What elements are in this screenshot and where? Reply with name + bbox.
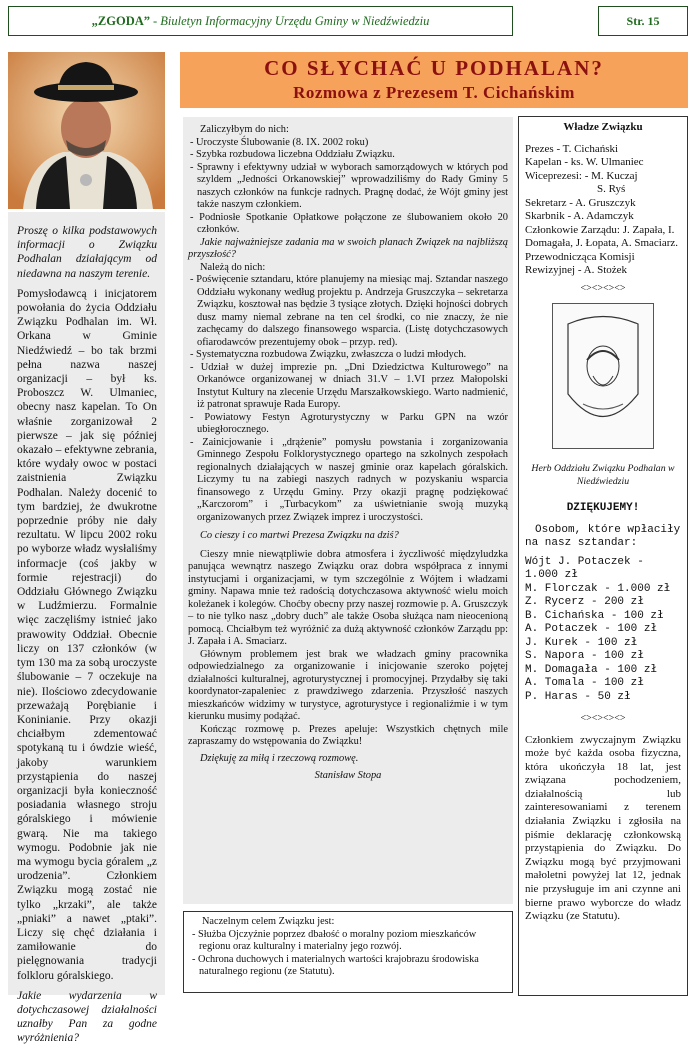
crest-caption: Herb Oddziału Związku Podhalan w Niedźwiedziu: [531, 463, 675, 487]
interview-question: Jakie najważniejsze zadania ma w swoich planach Związek na najbliższą przyszłość?: [188, 236, 508, 260]
left-column: [8, 212, 165, 1045]
right-sidebar: [518, 116, 688, 996]
donor-item: A. Tomala - 100 zł: [525, 677, 644, 689]
board-member: Przewodnicząca Komisji Rewizyjnej - A. Stożek: [525, 250, 635, 276]
interview-question: Jakie wydarzenia w dotychczasowej działalności uznałby Pan za godne wyróżnienia?: [17, 989, 157, 1045]
crest-image: [552, 303, 654, 449]
board-member: Sekretarz - A. Gruszczyk: [525, 196, 636, 209]
thanks-text: [525, 524, 681, 550]
board-member: Prezes - T. Cichański: [525, 142, 619, 155]
donor-item: A. Potaczek - 100 zł: [525, 623, 658, 635]
author-signature: Stanisław Stopa: [314, 770, 382, 781]
closing-thanks: Dziękuję za miłą i rzeczową rozmowę.: [200, 752, 359, 764]
crest-drawing: [553, 304, 653, 448]
goals-lead: Naczelnym celem Związku jest:: [202, 916, 335, 927]
membership-info: Członkiem zwyczajnym Związku może być każda osoba fizyczna, która ukończyła 18 lat, jest związana pochodzeniem, działalnością lub zainteresowaniami z terenem działania Związku i zgłosiła na piśmie deklarację członkowską przystąpienia do Związku. Do Związku mogą być przyjmowani małoletni powyżej lat 12, jednak nie przysługuje im ani czynne ani bierne prawo wyborcze do władz Związku (ze Statutu).: [525, 733, 681, 923]
list-item: - Sprawny i efektywny udział w wyborach samorządowych w których pod szyldem „Jedności Orkanowskiej” wprowadziliśmy do Rady Gminy 5 naszych członków na funkcje radnych. Pragnę dodać, że Wójt gminy jest także naszym członkiem.: [190, 161, 508, 210]
donor-item: S. Napora - 100 zł: [525, 650, 644, 662]
donor-item: B. Cichańska - 100 zł: [525, 609, 664, 622]
donor-item: P. Haras - 50 zł: [525, 690, 631, 703]
donor-item: M. Domagała - 100 zł: [525, 663, 658, 676]
interview-question: Co cieszy i co martwi Prezesa Związku na dziś?: [200, 530, 399, 541]
statute-goals-box: [183, 911, 513, 993]
board-member: Kapelan - ks. W. Ulmaniec: [525, 156, 644, 168]
answer-intro: Należą do nich:: [200, 261, 266, 273]
middle-column: [183, 117, 513, 904]
board-member: S. Ryś: [597, 183, 626, 195]
separator: <><><><>: [580, 713, 626, 724]
page-number: Str. 15: [598, 6, 688, 36]
board-member: Członkowie Zarządu: J. Zapała, I. Domagała, J. Łopata, A. Smaciarz.: [525, 223, 679, 249]
portrait-image: [8, 52, 165, 209]
article-subtitle: Rozmowa z Prezesem T. Cichańskim: [293, 83, 575, 102]
goal-item: - Służba Ojczyźnie poprzez dbałość o moralny poziom mieszkańców regionu oraz kulturalny i materialny jego rozwój.: [192, 928, 477, 952]
list-item: - Zainicjowanie i „drążenie” pomysłu powstania i zorganizowania Gminnego Zespołu Folklorystycznego opartego na szkolnych zespołach regionalnych działających w naszej gminie oraz kapelach góralskich. Liczymy tu na zabiegi naszych radnych w pozyskaniu wsparcia finansowego z Urzędu Gminy. Przy okazji pragnę podziękować „Karczorom” i „Turbacykom” za uświetnianie swoją muzyką organizowanych przez Związek imprez i uroczystości.: [190, 436, 508, 523]
list-item: - Poświęcenie sztandaru, które planujemy na miesiąc maj. Sztandar naszego Oddziału wykonany według projektu p. Andrzeja Gruszczyka – sekretarza Związku, kosztował nas będzie 3 tysiące złotych. Dzięki hojności dobrych dusz mamy niemal zebrane na ten cel środki, co nie znaczy, że nie zachęcamy do dalszego finansowego wsparcia. (Listę dotychczasowych ofiarodawców prezentujemy obok – przyp. red).: [190, 274, 508, 348]
interview-photo: [8, 52, 165, 209]
answer-intro: Zaliczyłbym do nich:: [200, 124, 289, 135]
list-item: - Uroczyste Ślubowanie (8. IX. 2002 roku): [190, 136, 369, 148]
article-banner: [180, 52, 688, 108]
donor-item: M. Florczak - 1.000 zł: [525, 582, 671, 595]
thanks-description: Osobom, które wpłaciły na nasz sztandar:: [525, 523, 681, 549]
interview-question: Proszę o kilka podstawowych informacji o Związku Podhalan działającym od niedawna na naszym terenie.: [17, 225, 157, 280]
list-item: - Podniosłe Spotkanie Opłatkowe połączone ze ślubowaniem około 20 członków.: [190, 211, 508, 235]
board-title: Władze Związku: [563, 121, 643, 133]
goal-item: - Ochrona duchowych i materialnych wartości krajobrazu środowiska naturalnego regionu (ze Statutu).: [192, 953, 479, 977]
thanks-title: DZIĘKUJEMY!: [566, 502, 640, 514]
donor-item: Z. Rycerz - 200 zł: [525, 596, 644, 608]
interview-answer: Pomysłodawcą i inicjatorem powołania do życia Oddziału Związku Podhalan im. Wł. Orkana w Gminie Niedźwiedź – bo tak brzmi pełna nazwa naszej organizacji – był ks. Proboszcz W. Ulmaniec, obecny nasz kapelan. To On właśnie zorganizował 2 pierwsze – jak się później okazało – efektywne zebrania, które wydały owoc w postaci zaistnienia Związku Podhalan. Należy docenić to tym bardziej, że dwukrotne poprzednie próby nie dały rezultatu. W lipcu 2002 roku po wyborze władz wysłaliśmy informacje (coś jakby w formie rejestracji) do Oddziału Głównego Związku w Ludźmierzu. Formalnie więc zaczęliśmy istnieć jako prawowity Oddział. Obecnie liczy on 137 członków (w tym 130 ma za sobą uroczyste ślubowanie – 7 oczekuje na nie). Ilościowo zdecydowanie przeważają Porębianie i Koninianie. Przy okazji chciałbym zdementować spotykaną tu i ówdzie wieść, jakoby warunkiem przystąpienia do naszej organizacji była konieczność posiadania własnego stroju góralskiego i mówienie gwarą. Nie ma takiego wymogu. Podobnie jak nie ma wymogu bycia góralem „z urodzenia”. Członkiem Związku mogą zostać nie tylko „krzaki”, ale także „pniaki” a nawet „ptaki”. Liczy się chęć działania i zamiłowanie do pielęgnowania tradycji folkloru góralskiego.: [17, 287, 157, 982]
board-member: Wiceprezesi: - M. Kuczaj: [525, 169, 638, 182]
page-header-title: [8, 6, 513, 36]
publication-name: „ZGODA”: [91, 13, 150, 28]
article-title: CO SŁYCHAĆ U PODHALAN?: [264, 56, 604, 80]
donor-item: J. Kurek - 100 zł: [525, 636, 638, 649]
answer-paragraph: Kończąc rozmowę p. Prezes apeluje: Wszystkich chętnych mile zapraszamy do wstępowania do Związku!: [188, 723, 508, 747]
donor-item: Wójt J. Potaczek - 1.000 zł: [525, 555, 644, 581]
donor-list: [525, 556, 681, 705]
list-item: - Udział w dużej imprezie pn. „Dni Dziedzictwa Kulturowego” na Orkanówce organizowanej w dniach 31.V – 1.VI przez Małopolski Instytut Kultury na zlecenie Urzędu Marszałkowskiego. Warto nadmienić, iż patronat sprawuje Rada Europy.: [190, 361, 508, 410]
answer-paragraph: Cieszy mnie niewątpliwie dobra atmosfera i życzliwość międzyludzka panująca wewnątrz naszego Związku oraz dobra współpraca z innymi instytucjami i organizacjami, w tym szczególnie z Wójtem i władzami gminy. Napawa mnie też radością dotychczasowa aktywność wielu moich koleżanek i kolegów. Choćby obecny przy naszej rozmowie p. A. Gruszczyk – to nie tylko nasz „dobry duch” ale także Osoba służąca nam nieocenioną pomocą. Chciałbym też wyróżnić za dużą aktywność członków Zarządu pp: J. Zapała i A. Smaciarz.: [188, 548, 508, 647]
list-item: - Powiatowy Festyn Agroturystyczny w Parku GPN na wzór ubiegłorocznego.: [190, 411, 508, 435]
separator: <><><><>: [580, 282, 626, 294]
list-item: - Systematyczna rozbudowa Związku, zwłaszcza o ludzi młodych.: [190, 349, 467, 360]
board-member: Skarbnik - A. Adamczyk: [525, 210, 634, 222]
publication-subtitle: - Biuletyn Informacyjny Urzędu Gminy w Niedźwiedziu: [153, 13, 430, 28]
list-item: - Szybka rozbudowa liczebna Oddziału Związku.: [190, 149, 395, 160]
answer-paragraph: Głównym problemem jest brak we władzach gminy pracownika odpowiedzialnego za organizowanie i inicjowanie szeroko pojętej działalności kulturalnej, agroturystycznej i promocyjnej. Przydałby się taki koordynator-zapaleniec z prawdziwego zdarzenia. Przyszłość naszych mieszkańców widzimy w turystyce, agroturystyce i regionaliźmie i w tym kierunku musimy podążać.: [188, 648, 508, 722]
